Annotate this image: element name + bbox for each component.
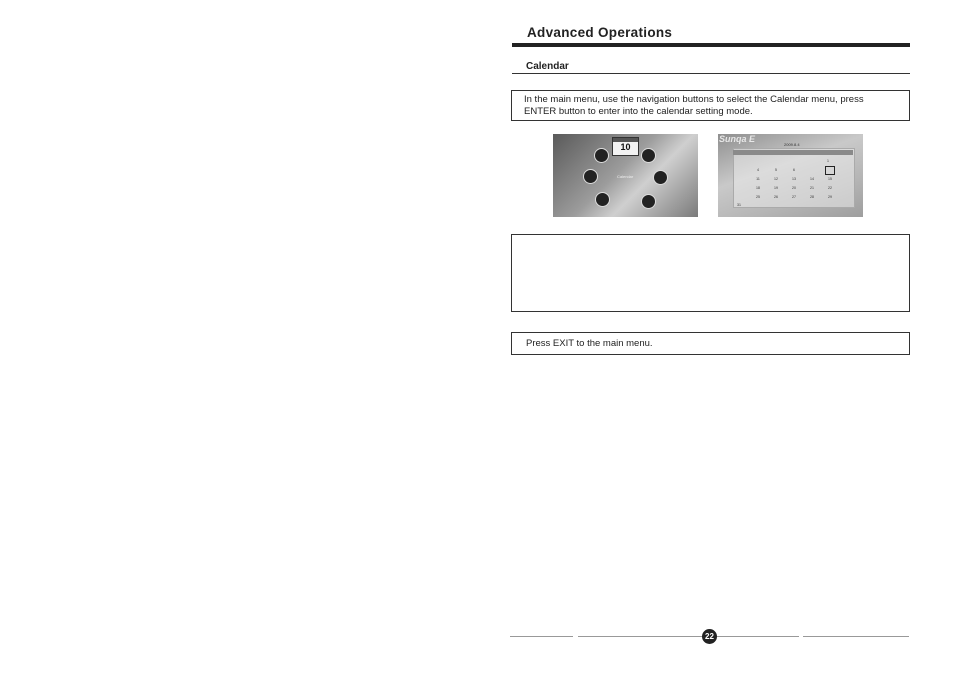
calendar-day-cell: 21 <box>810 186 814 190</box>
settings-gear-icon <box>594 148 609 163</box>
page-number: 22 <box>702 629 717 644</box>
calendar-day-cell: 12 <box>774 177 778 181</box>
calendar-day-cell: 25 <box>756 195 760 199</box>
calendar-day-cell: 11 <box>756 177 760 181</box>
menu-label: Calendar <box>617 174 634 179</box>
calendar-day-cell: 4 <box>757 168 759 172</box>
page-title: Advanced Operations <box>527 25 673 40</box>
brand-logo: Sunqa E <box>719 134 756 144</box>
empty-note-box <box>511 234 910 312</box>
title-divider <box>512 43 910 47</box>
calendar-weekday-header <box>733 150 853 155</box>
calendar-day-cell: 5 <box>775 168 777 172</box>
calendar-day-cell: 28 <box>810 195 814 199</box>
footer-rule-right <box>803 636 909 637</box>
exit-instruction-box <box>511 332 910 355</box>
calendar-date: 2009.8.4 <box>784 142 800 147</box>
calendar-day-cell: 22 <box>828 186 832 190</box>
section-title: Calendar <box>526 61 569 72</box>
file-icon <box>595 192 610 207</box>
calendar-day-cell: 29 <box>828 195 832 199</box>
section-divider <box>512 73 910 74</box>
calendar-day-cell: 27 <box>792 195 796 199</box>
calendar-icon-day: 10 <box>620 142 631 152</box>
calendar-day-cell: 15 <box>828 177 832 181</box>
calendar-day-cell: 31 <box>737 203 741 207</box>
calendar-icon <box>612 137 639 156</box>
photo-icon <box>583 169 598 184</box>
calendar-day-cell: 14 <box>810 177 814 181</box>
music-icon <box>653 170 668 185</box>
video-icon <box>641 194 656 209</box>
calendar-day-cell: 1 <box>827 159 829 163</box>
calendar-day-cell: 13 <box>792 177 796 181</box>
calendar-day-cell: 20 <box>792 186 796 190</box>
exit-instruction-text: Press EXIT to the main menu. <box>526 338 653 349</box>
instruction-box <box>511 90 910 121</box>
footer-rule-left <box>510 636 573 637</box>
footer-rule-middle <box>578 636 799 637</box>
selected-day-marker <box>825 166 835 175</box>
calendar-day-cell: 26 <box>774 195 778 199</box>
calendar-day-cell: 18 <box>756 186 760 190</box>
instruction-text: In the main menu, use the navigation buttons to select the Calendar menu, press ENTER button to enter into the calendar setting mode. <box>524 94 864 117</box>
calendar-day-cell: 19 <box>774 186 778 190</box>
clock-icon <box>641 148 656 163</box>
calendar-day-cell: 6 <box>793 168 795 172</box>
